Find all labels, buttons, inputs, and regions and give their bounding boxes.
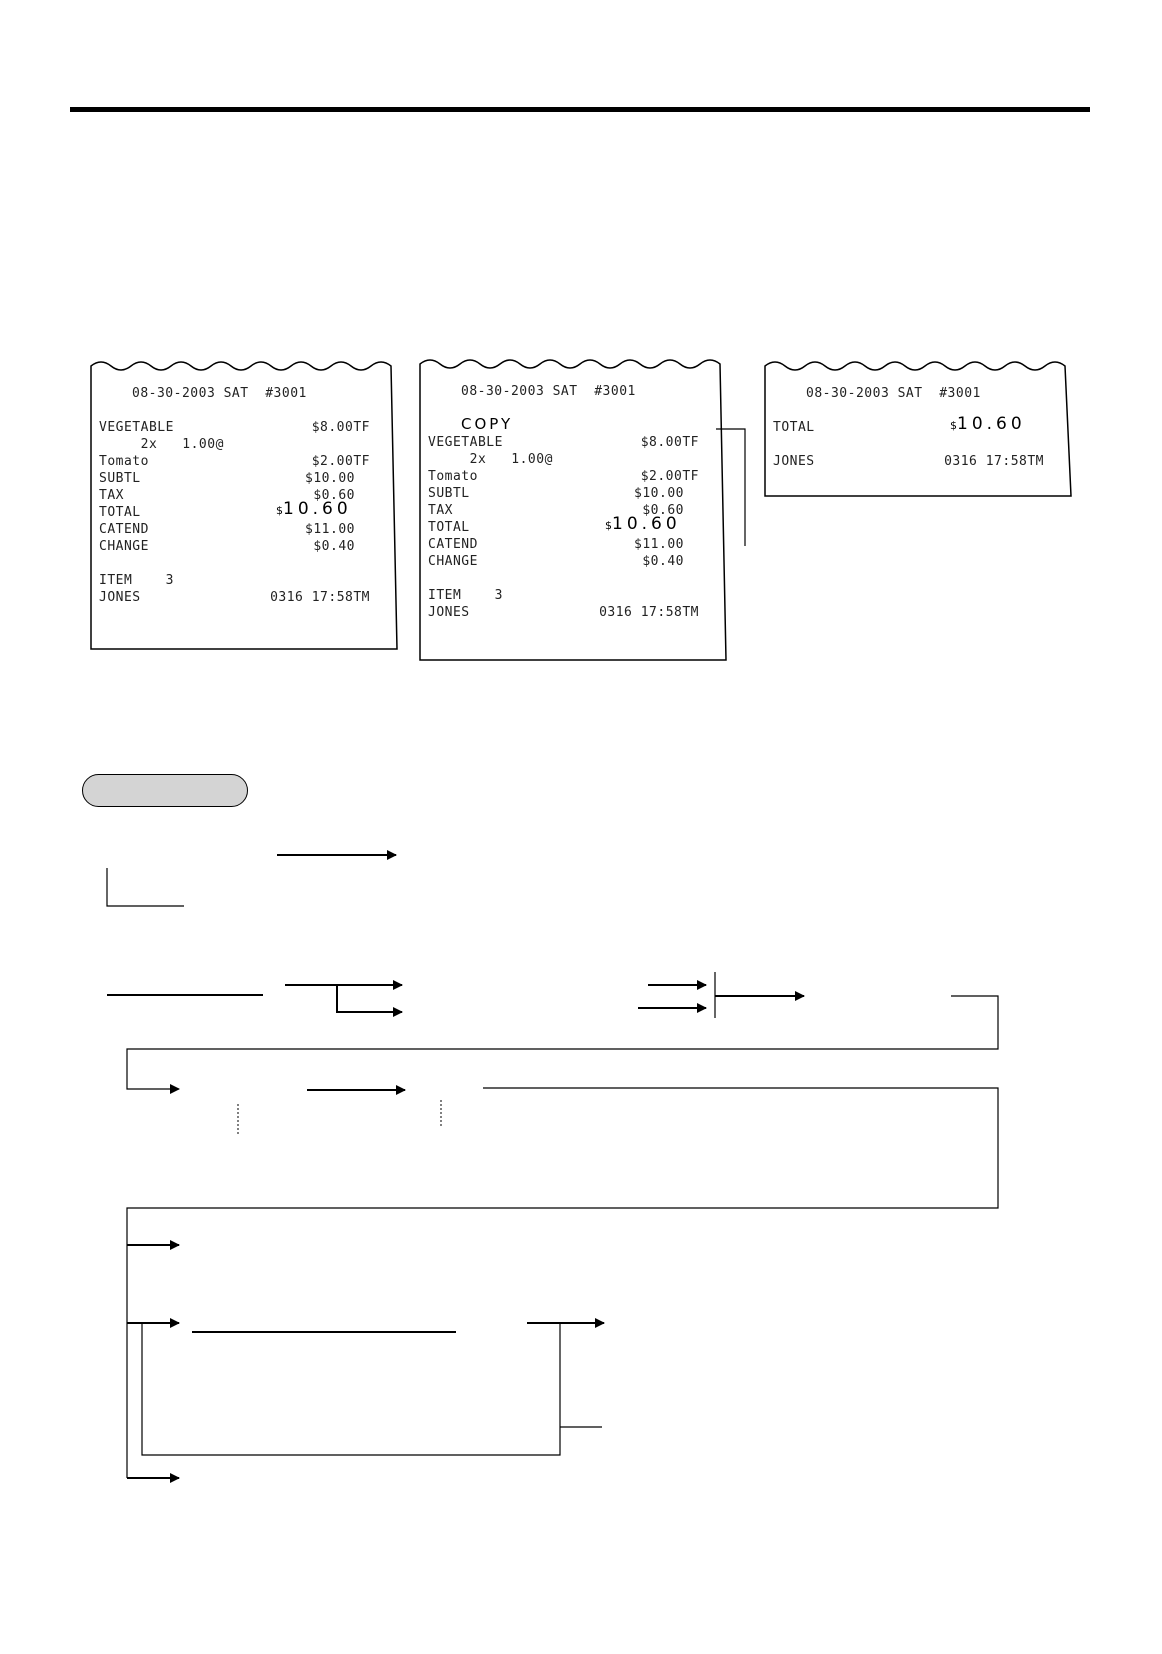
receipt-line-right: 0316 17:58TM bbox=[270, 590, 370, 605]
dollar-sign: $ bbox=[605, 519, 612, 532]
receipt-date-line: 08-30-2003 SAT #3001 bbox=[461, 384, 636, 399]
receipt-line-right: $11.00 bbox=[305, 522, 355, 537]
receipt-line-left: VEGETABLE bbox=[428, 435, 503, 450]
receipt-line-left: CATEND bbox=[99, 522, 149, 537]
receipt-line-right: 0316 17:58TM bbox=[599, 605, 699, 620]
receipt-line-left: TAX bbox=[428, 503, 453, 518]
receipt-line-right: $2.00TF bbox=[311, 454, 370, 469]
receipt-line-right: $10.00 bbox=[305, 471, 355, 486]
receipt-line-right: 0316 17:58TM bbox=[944, 454, 1044, 469]
receipt-line-left: VEGETABLE bbox=[99, 420, 174, 435]
receipt-date-line: 08-30-2003 SAT #3001 bbox=[132, 386, 307, 401]
receipt-line-left: Tomato bbox=[428, 469, 478, 484]
receipt-copy-label: COPY bbox=[461, 415, 514, 433]
receipt-line-left: TOTAL bbox=[773, 420, 815, 435]
receipt-line-right: $2.00TF bbox=[640, 469, 699, 484]
receipt-line-left: TAX bbox=[99, 488, 124, 503]
total-value: 10.60 bbox=[612, 514, 681, 534]
receipt-line-left: SUBTL bbox=[99, 471, 141, 486]
total-value: 10.60 bbox=[957, 414, 1026, 434]
receipt-line-left: CATEND bbox=[428, 537, 478, 552]
receipt-line-left: TOTAL bbox=[428, 520, 470, 535]
receipt-line-left: ITEM 3 bbox=[99, 573, 174, 588]
receipt-line-left: JONES bbox=[99, 590, 141, 605]
receipt-line-left: SUBTL bbox=[428, 486, 470, 501]
receipt-line-right: $0.40 bbox=[313, 539, 355, 554]
receipt-line-left: Tomato bbox=[99, 454, 149, 469]
receipt-line-left: JONES bbox=[773, 454, 815, 469]
receipt-line-right: $0.60 bbox=[313, 488, 355, 503]
receipt-line-left: CHANGE bbox=[428, 554, 478, 569]
receipt-line-right: $8.00TF bbox=[640, 435, 699, 450]
receipt-line-right: $0.60 bbox=[642, 503, 684, 518]
total-value: 10.60 bbox=[283, 499, 352, 519]
receipt-line-left: 2x 1.00@ bbox=[428, 452, 553, 467]
receipt-line-right: $0.40 bbox=[642, 554, 684, 569]
receipt-line-right: $10.00 bbox=[634, 486, 684, 501]
receipt-line-left: CHANGE bbox=[99, 539, 149, 554]
receipt-line-left: TOTAL bbox=[99, 505, 141, 520]
receipt-date-line: 08-30-2003 SAT #3001 bbox=[806, 386, 981, 401]
dollar-sign: $ bbox=[276, 504, 283, 517]
receipt-line-right: $11.00 bbox=[634, 537, 684, 552]
receipt-line-left: JONES bbox=[428, 605, 470, 620]
dollar-sign: $ bbox=[950, 419, 957, 432]
receipt-line-left: ITEM 3 bbox=[428, 588, 503, 603]
receipt-line-right: $8.00TF bbox=[311, 420, 370, 435]
receipt-line-left: 2x 1.00@ bbox=[99, 437, 224, 452]
